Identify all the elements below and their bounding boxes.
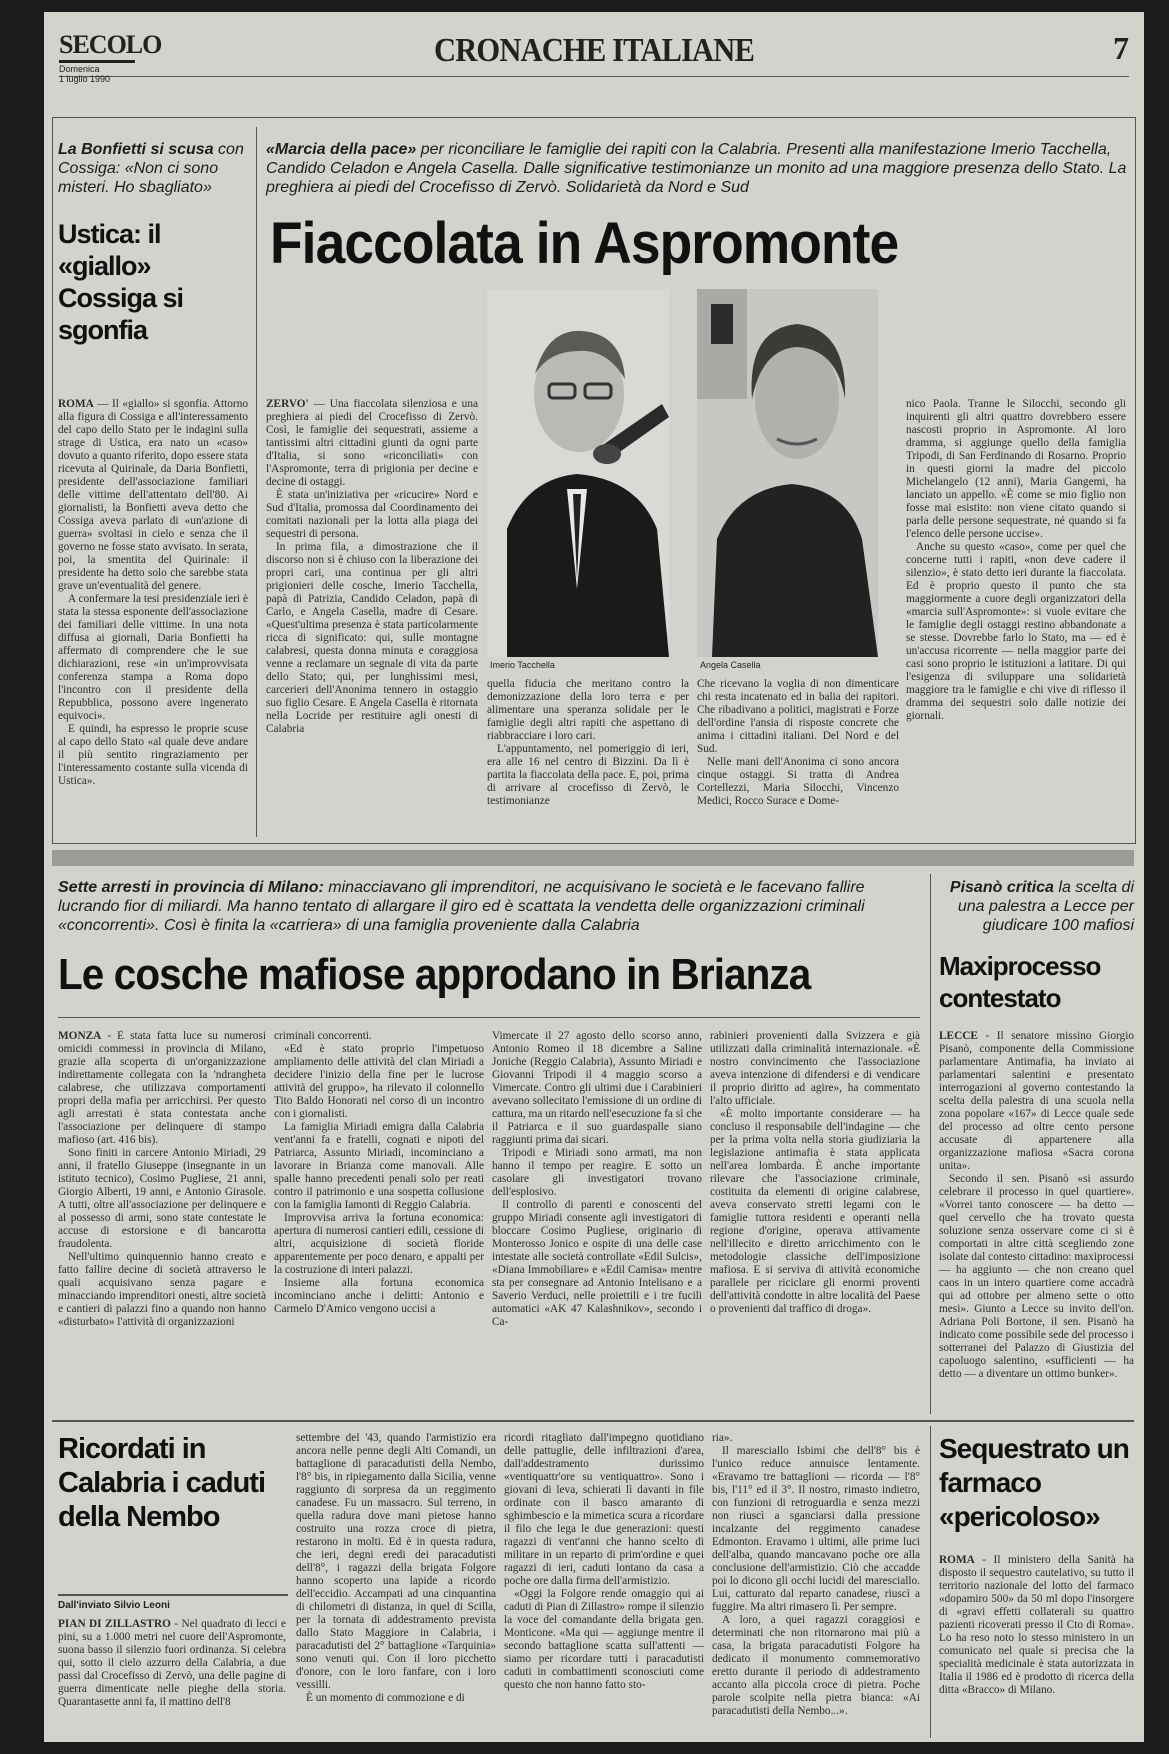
maxiprocesso-body (939, 1030, 1134, 1408)
cosche-paragraph: Improvvisa arriva la fortuna economica: apertura di numerosi cantieri edili, cessione di altri, acquisizione di società floride apparentemente per poco denaro, e appalti per la costruzione di interi palazzi. (274, 1212, 484, 1276)
fiaccolata-column-2 (487, 678, 689, 834)
farmaco-body (939, 1554, 1134, 1738)
nembo-headline: Ricordati in Calabria i caduti della Nembo (58, 1433, 266, 1533)
fiaccolata-column-4 (906, 398, 1126, 834)
cosche-paragraph: Tripodi e Miriadi sono armati, ma non hanno il tempo per reagire. E sotto un casolare gli investigatori trovano dell'esplosivo. (492, 1147, 702, 1198)
fiaccolata-kicker (266, 140, 1128, 197)
farmaco-text: - Il ministero della Sanità ha disposto il sequestro cautelativo, su tutto il territorio nazionale del lotto del farmaco «dopamiro 500» da 50 ml dopo l'insorgere di «gravi effetti collaterali su quattro pazienti ricoverati presso il Cto di Roma». Lo ha reso noto lo stesso ministero in un comunicato nel quale si precisa che la specialità medicinale è stata autorizzata in Italia il 1986 ed è prodotto di ricerca della ditta «Bracco» di Milano. (939, 1554, 1134, 1696)
bottom-section-rule (52, 1420, 1134, 1422)
fiaccolata-paragraph: nico Paola. Tranne le Silocchi, secondo gli inquirenti gli altri quattro dovrebbero essere nascosti proprio in Aspromonte. Al loro dramma, si aggiunge quello della famiglia Tripodi, di San Ferdinando di Rosarno. Proprio in questi giorni la madre del piccolo Michelangelo (12 anni), Maria Gangemi, ha lanciato un appello. «È come se mio figlio non fosse mai esistito: non viene citato quando si parla delle persone sequestrate, né quando si fa l'elenco delle persone uccise». (906, 398, 1126, 540)
portrait-man-illustration (487, 289, 669, 657)
byline-rule (58, 1594, 288, 1596)
ustica-dateline: ROMA (58, 398, 94, 410)
nembo-paragraph: È un momento di commozione e di (306, 1692, 465, 1704)
headline-rule (58, 1017, 920, 1018)
cosche-paragraph: «È molto importante considerare — ha concluso il responsabile dell'indagine — che per la prima volta nella storia giudiziaria la legislazione antimafia è stata applicata nell'area lombarda. È anche importante rilevare che l'associazione criminale, costituita da elementi di origine calabrese, aveva conservato stretti legami con le famiglie tuttora residenti e operanti nella regione d'origine, operava attivamente nell'illecito e diretto arricchimento con le metodologie classiche dell'imposizione mafiosa. E si serviva di attività economiche parallele per riciclare gli enormi proventi dell'attività condotte in altre località del Paese o provenienti dal traffico di droga». (710, 1108, 920, 1315)
newspaper-page (44, 12, 1144, 1742)
nembo-paragraph: «Oggi la Folgore rende omaggio qui ai caduti di Pian di Zillastro» rompe il silenzio la voce del comandante della brigata gen. Monticone. «Ma qui — aggiunge mentre il secondo battaglione scatta sull'attenti — siamo per ricordare tutti i paracadutisti caduti in combattimenti sconosciuti come questo che non hanno fatto sto- (504, 1588, 704, 1691)
farmaco-dateline: ROMA (939, 1554, 975, 1566)
nembo-column-3 (504, 1432, 704, 1738)
cosche-column-1 (58, 1030, 266, 1408)
column-divider (930, 874, 931, 1414)
cosche-paragraph: Vimercate il 27 agosto dello scorso anno, Antonio Romeo il 18 dicembre a Saline Joniche (Reggio Calabria), Assunto Miriadi e Giovanni Tripodi il 4 maggio scorso a Vimercate. Contro gli ultimi due i Carabinieri avevano sollecitato l'emissione di un ordine di cattura, ma un ritardo nell'esecuzione fa sì che il Patriarca e il suo guardaspalle siano raggiunti prima dai sicari. (492, 1030, 702, 1146)
section-separator-band (52, 850, 1134, 866)
cosche-kicker-rest: minacciavano gli imprenditori, ne acquisivano le società e le facevano fallire lucrando fior di miliardi. Ma hanno tentato di allargare il giro ed è scattata la vendetta delle organizzazioni criminali «concorrenti». Così è finita la «carriera» di una famiglia proveniente dalla Calabria (58, 879, 865, 934)
cosche-paragraph: La famiglia Miriadi emigra dalla Calabria vent'anni fa e fratelli, cognati e nipoti del Patriarca, Assunto Miriadi, incominciano a lavorare in Brianza come manovali. Alle spalle hanno precedenti penali solo per reati contro il patrimonio e una sospetta collusione con la famiglia Iamonti di Reggio Calabria. (274, 1121, 484, 1211)
fiaccolata-dateline: ZERVO' (266, 398, 309, 410)
fiaccolata-paragraph: L'appuntamento, nel pomeriggio di ieri, era alle 16 nel centro di Bizzini. Da lì è partita la fiaccolata della pace. E, poi, prima di arrivare al crocefisso di Zervò, le testimonianze (487, 743, 689, 807)
ustica-kicker-rest: con Cossiga: «Non ci sono misteri. Ho sbagliato» (58, 141, 244, 196)
nembo-column-4 (712, 1432, 920, 1738)
photo-angela-casella (697, 289, 878, 657)
photo-imerio-tacchella (487, 289, 669, 657)
maxiprocesso-dateline: LECCE (939, 1030, 978, 1042)
fiaccolata-paragraph: Che ricevano la voglia di non dimenticare chi resta incatenato ed in balia dei rapitori. Che ribadivano a politici, magistrati e Forze dell'ordine l'ansia di risposte concrete che anima i cittadini italiani. Del Nord e del Sud. (697, 678, 899, 755)
nembo-byline: Dall'inviato Silvio Leoni (58, 1600, 170, 1611)
cosche-paragraph (58, 1030, 266, 1147)
farmaco-paragraph (939, 1554, 1134, 1697)
ustica-paragraph: A confermare la tesi presidenziale ieri è stata la stessa esponente dell'associazione dei familiari delle vittime. In una nota diffusa ai giornali, Daria Bonfietti ha affermato di comprendere che le sue dichiarazioni, rese «in un'improvvisata conferenza stampa a Roma dopo l'incontro con il presidente della Repubblica, possono avere ingenerato equivoci». (58, 593, 248, 722)
maxiprocesso-kicker (939, 878, 1134, 935)
masthead (59, 30, 1129, 84)
fiaccolata-paragraph: quella fiducia che meritano contro la demonizzazione della loro terra e per alimentare una speranza solidale per le famiglie degli altri rapiti che aspettano di riabbracciare i loro cari. (487, 678, 689, 742)
fiaccolata-paragraph: È stata un'iniziativa per «ricucire» Nord e Sud d'Italia, promossa dal Coordinamento dei comitati nazionali per la lotta alla piaga dei sequestri di persona. (266, 489, 478, 540)
ustica-kicker (58, 140, 248, 197)
ustica-paragraph: E quindi, ha espresso le proprie scuse al capo dello Stato «al quale deve andare il più sentito ringraziamento per l'interessamento costante sulla vicenda di Ustica». (58, 723, 248, 787)
cosche-kicker-bold: Sette arresti in provincia di Milano: (58, 879, 324, 896)
fiaccolata-paragraph: Nelle mani dell'Anonima ci sono ancora cinque ostaggi. Si tratta di Andrea Cortellezzi, Maria Silocchi, Vincenzo Medici, Rocco Surace e Dome- (697, 756, 899, 807)
photo-caption-tacchella: Imerio Tacchella (490, 660, 555, 670)
maxiprocesso-headline: Maxiprocesso contestato (939, 951, 1101, 1013)
issue-date-text: 1 luglio 1990 (59, 74, 111, 84)
nembo-paragraph: ricordi ritagliato dall'impegno quotidiano delle pattuglie, delle infiltrazioni d'area, dall'addestramento durissimo «ventiquattr'ore su ventiquattro». Sono i giovani di leva, schierati lì davanti in file ordinate con il basco amaranto di sghimbescio e la mimetica scura a ricordare il filo che lega le due generazioni: questi ragazzi di vent'anni che hanno scelto di militare in un reparto di prim'ordine e quei ragazzi di ieri, caduti lontano da casa a poche ore dalla firma dell'armistizio. (504, 1432, 704, 1587)
cosche-headline: Le cosche mafiose approdano in Brianza (58, 950, 811, 999)
nembo-column-1 (58, 1618, 286, 1738)
ustica-headline: Ustica: il «giallo» Cossiga si sgonfia (58, 219, 184, 345)
cosche-column-4 (710, 1030, 920, 1408)
cosche-paragraph: Insieme alla fortuna economica incominciano anche i delitti: Antonio e Carmelo D'Amico vengono uccisi a (274, 1277, 484, 1315)
ustica-body (58, 398, 248, 834)
cosche-kicker (58, 878, 918, 935)
cosche-paragraph: «Ed è stato proprio l'impetuoso ampliamento delle attività del clan Miriadi a decidere l'inizio della fine per le lucrose attività del gruppo», ha rilevato il colonnello Tito Baldo Honorati nel corso di un incontro con i giornalisti. (274, 1043, 484, 1120)
newspaper-logo: SECOLO (59, 30, 162, 59)
nembo-column-2 (296, 1432, 496, 1738)
fiaccolata-column-3 (697, 678, 899, 834)
ustica-paragraph (58, 398, 248, 593)
maxiprocesso-kicker-rest: la scelta di una palestra a Lecce per giudicare 100 mafiosi (957, 879, 1134, 934)
cosche-dateline: MONZA (58, 1030, 102, 1042)
cosche-column-3 (492, 1030, 702, 1408)
cosche-paragraph: Nell'ultimo quinquennio hanno creato e fatto fallire decine di società attraverso le quali acquisivano senza pagare e minacciando imprenditori onesti, altre società e cantieri di palazzi fino a quando non hanno «disturbato» l'attività di organizzazioni (58, 1251, 266, 1328)
maxiprocesso-text: - Il senatore missino Giorgio Pisanò, componente della Commissione parlamentare Antimafia, ha inviato ai parlamentari salentini e presentato interrogazioni al governo contestando la scelta della palestra di una scuola nella zona popolare «167» di Lecce quale sede del processo ad oltre cento persone accusate di appartenere alla organizzazione mafiosa «Sacra corona unita». (939, 1030, 1134, 1172)
cosche-paragraph: Sono finiti in carcere Antonio Miriadi, 29 anni, il fratello Giuseppe (insegnante in un istituto tecnico), Cosimo Pugliese, 21 anni, Giorgio Alberti, 19 anni, e Antonio Girasole. A tutti, oltre all'associazione per delinquere e al possesso di armi, sono state contestate le accuse di estorsione e di bancarotta fraudolenta. (58, 1147, 266, 1250)
nembo-paragraph: A loro, a quei ragazzi coraggiosi e determinati che non ritornarono mai più a casa, la brigata paracadutisti Folgore ha dedicato il monumento commemorativo eretto durante il periodo di addestramento accanto alla piccola croce di pietra. Poche parole scolpite nella pietra bianca: «Ai paracadutisti della Nembo...». (712, 1614, 920, 1717)
nembo-paragraph: Il maresciallo Isbimi che dell'8° bis è l'unico reduce annuisce lentamente. «Eravamo tre battaglioni — ricorda — l'8° bis, l'11° ed il 3°. Il nostro, rimasto indietro, con funzioni di retroguardia e senza mezzi non riuscì a sganciarsi dalla pressione incalzante del reggimento canadese Edmonton. Eravamo i ultimi, alle prime luci dell'alba, quando mancavano poche ore alla conclusione dell'armistizio. Ciò che accadde poi lo dicono gli occhi lucidi del maresciallo. Lui, catturato dal reparto canadese, riuscì a fuggire. Ma altri rimasero lì. Per sempre. (712, 1445, 920, 1613)
section-title: CRONACHE ITALIANE (434, 32, 754, 69)
issue-date (59, 64, 110, 84)
fiaccolata-kicker-bold: «Marcia della pace» (266, 141, 417, 158)
fiaccolata-paragraph: Anche su questo «caso», come per quel che concerne tutti i rapiti, «non deve cadere il silenzio», è stato detto ieri durante la fiaccolata. Ed è proprio questo il punto che sta maggiormente a cuore degli organizzatori della «marcia sull'Aspromonte»: si vuole evitare che le famiglie degli ostaggi restino abbandonate a se stesse. Dovrebbe farlo lo Stato, ma — ed è un'accusa ricorrente — nella maggior parte dei casi sono proprio le istituzioni a latitare. Di qui l'esigenza di sviluppare una solidarietà maggiore tra le famiglie e chi vive di riflesso il dramma dei sequestri solo dalle notizie dei giornali. (906, 541, 1126, 722)
fiaccolata-column-1 (266, 398, 478, 834)
column-divider (930, 1426, 931, 1738)
fiaccolata-kicker-rest: per riconciliare le famiglie dei rapiti con la Calabria. Presenti alla manifestazione Imerio Tacchella, Candido Celadon e Angela Casella. Dalle significative testimonianze un monito ad una maggiore presenza dello Stato. La preghiera ai piedi del Crocefisso di Zervò. Solidarietà da Nord e Sud (266, 141, 1127, 196)
nembo-paragraph (58, 1618, 286, 1709)
nembo-paragraph: ria». (712, 1432, 733, 1444)
fiaccolata-text: — Una fiaccolata silenziosa e una preghiera ai piedi del Crocefisso di Zervò. Così, le famiglie dei sequestrati, assieme a tantissimi altri cittadini giunti da ogni parte d'Italia, si sono «riconciliati» con l'Aspromonte, terra di prigionia per decine e decine di ostaggi. (266, 398, 478, 488)
column-divider (256, 127, 257, 837)
nembo-text: - Nel quadrato di lecci e pini, su a 1.000 metri nel cuore dell'Aspromonte, suona basso il silenzio fuori ordinanza. Si celebra qui, sotto il cielo azzurro della Calabria, a due passi dal Crocefisso di Zervò, una delle pagine di guerra dimenticate nelle pieghe della storia. Quarantasette anni fa, il mattino dell'8 (58, 1618, 286, 1708)
cosche-paragraph: criminali concorrenti. (274, 1030, 372, 1042)
photo-caption-casella: Angela Casella (700, 660, 761, 670)
cosche-column-2 (274, 1030, 484, 1408)
farmaco-headline: Sequestrato un farmaco «pericoloso» (939, 1433, 1129, 1532)
cosche-paragraph: rabinieri provenienti dalla Svizzera e già utilizzati dalla criminalità internazionale. «È nostro convincimento che l'associazione aveva intenzione di difendersi e di vendicare il proprio diritto ad agire», ha commentato l'alto ufficiale. (710, 1030, 920, 1107)
issue-day: Domenica (59, 64, 100, 74)
nembo-paragraph: settembre del '43, quando l'armistizio era ancora nelle penne degli Alti Comandi, un battaglione di paracadutisti della Nembo, l'8° bis, in ripiegamento dalla Sicilia, venne raggiunto di sorpresa da un reggimento canadese. Fu un massacro. Sul terreno, in quella radura dove mani pietose hanno costruito una rozza croce di pietra, restarono in molti. Ed è in questa radura, che ieri, degni eredi dei paracadutisti dell'8°, i ragazzi della brigata Folgore hanno scoperto una lapide a ricordo dell'eccidio. Accampati ad una cinquantina di chilometri di distanza, in quel di Scilla, per la tornata di addestramento prevista dallo Stato Maggiore in Calabria, i paracadutisti del 2° battaglione «Tarquinia» sono venuti qui. Con il loro picchetto d'onore, con le loro fanfare, con i loro vessilli. (296, 1432, 496, 1691)
ustica-text: — Il «giallo» si sgonfia. Attorno alla figura di Cossiga e all'interessamento del capo dello Stato per le indagini sulla strage di Ustica, era nato un «caso» dovuto a quanto riferito, dopo essere stata ricevuta al Quirinale, da Daria Bonfietti, presidente dell'associazione familiari delle vittime dell'attentato dell'80. Ai giornalisti, la Bonfietti aveva detto che Cossiga aveva parlato di «un'azione di guerra» svoltasi in cielo e senza che il governo ne fosse stato avvisato. In serata, poi, la smentita del Quirinale: il presidente ha detto solo che sarebbe stata grave un'eventualità del genere. (58, 398, 248, 592)
ustica-kicker-bold: La Bonfietti si scusa (58, 141, 214, 158)
portrait-woman-illustration (697, 289, 878, 657)
nembo-dateline: PIAN DI ZILLASTRO (58, 1618, 171, 1630)
page-number: 7 (1113, 30, 1129, 66)
fiaccolata-paragraph: In prima fila, a dimostrazione che il discorso non si è chiuso con la liberazione dei propri cari, una continua per gli altri prigionieri delle cosche, Imerio Tacchella, papà di Patrizia, Candido Celadon, papà di Carlo, e Angela Casella, madre di Cesare. «Quest'ultima presenza è stata particolarmente ricca di significato: qui, sulle montagne calabresi, questa donna minuta e coraggiosa venne a reclamare un segnale di vita da parte dello Stato; qui, per lunghissimi mesi, carcerieri dell'Anonima tennero in ostaggio suo figlio Cesare. E Angela Casella è ritornata nella Locride per restituire agli onesti di Calabria (266, 541, 478, 735)
maxiprocesso-kicker-bold: Pisanò critica (949, 879, 1054, 896)
cosche-text: - È stata fatta luce su numerosi omicidi commessi in provincia di Milano, grazie alla scoperta di un'organizzazione indirettamente collegata con la 'ndrangheta calabrese, che utilizzava comportamenti propri della mafia per arricchirsi. Per questo agli arrestati è stata contestata anche l'associazione per delinquere di stampo mafioso (art. 416 bis). (58, 1030, 266, 1146)
maxiprocesso-paragraph: Secondo il sen. Pisanò «si assurdo celebrare il processo in quel quartiere». «Vorrei tanto conoscere — ha detto — quel cervello che ha trovato questa soluzione senza osservare come ci si è comportati in altre città scegliendo zone isolate dal contesto cittadino: maxiprocessi — ha aggiunto — che non creano quel caos in un intero quartiere come accadrà qui ad ottobre per almeno sette o otto mesi». Giunto a Lecce su invito dell'on. Adriana Poli Bortone, il sen. Pisanò ha indicato come possibile sede del processo i sotterranei del Palazzo di Giustizia del capoluogo salentino, «sufficienti — ha detto — a diventare un ottimo bunker». (939, 1173, 1134, 1380)
maxiprocesso-paragraph (939, 1030, 1134, 1173)
fiaccolata-paragraph (266, 398, 478, 489)
fiaccolata-headline: Fiaccolata in Aspromonte (270, 211, 899, 276)
cosche-paragraph: Il controllo di parenti e conoscenti del gruppo Miriadi consente agli investigatori di bloccare Cosimo Pugliese, originario di Monterosso Jonico e ospite di una delle case intestate alle società controllate «Edil Sulcis», «Diana Immobiliare» e «Edil Camisa» mentre sta per consegnare ad Antonio Intelisano e a Saverio Verduci, nelle proiettili e i tre fucili automatici «AK 47 Kalashnikov», secondo i Ca- (492, 1199, 702, 1328)
